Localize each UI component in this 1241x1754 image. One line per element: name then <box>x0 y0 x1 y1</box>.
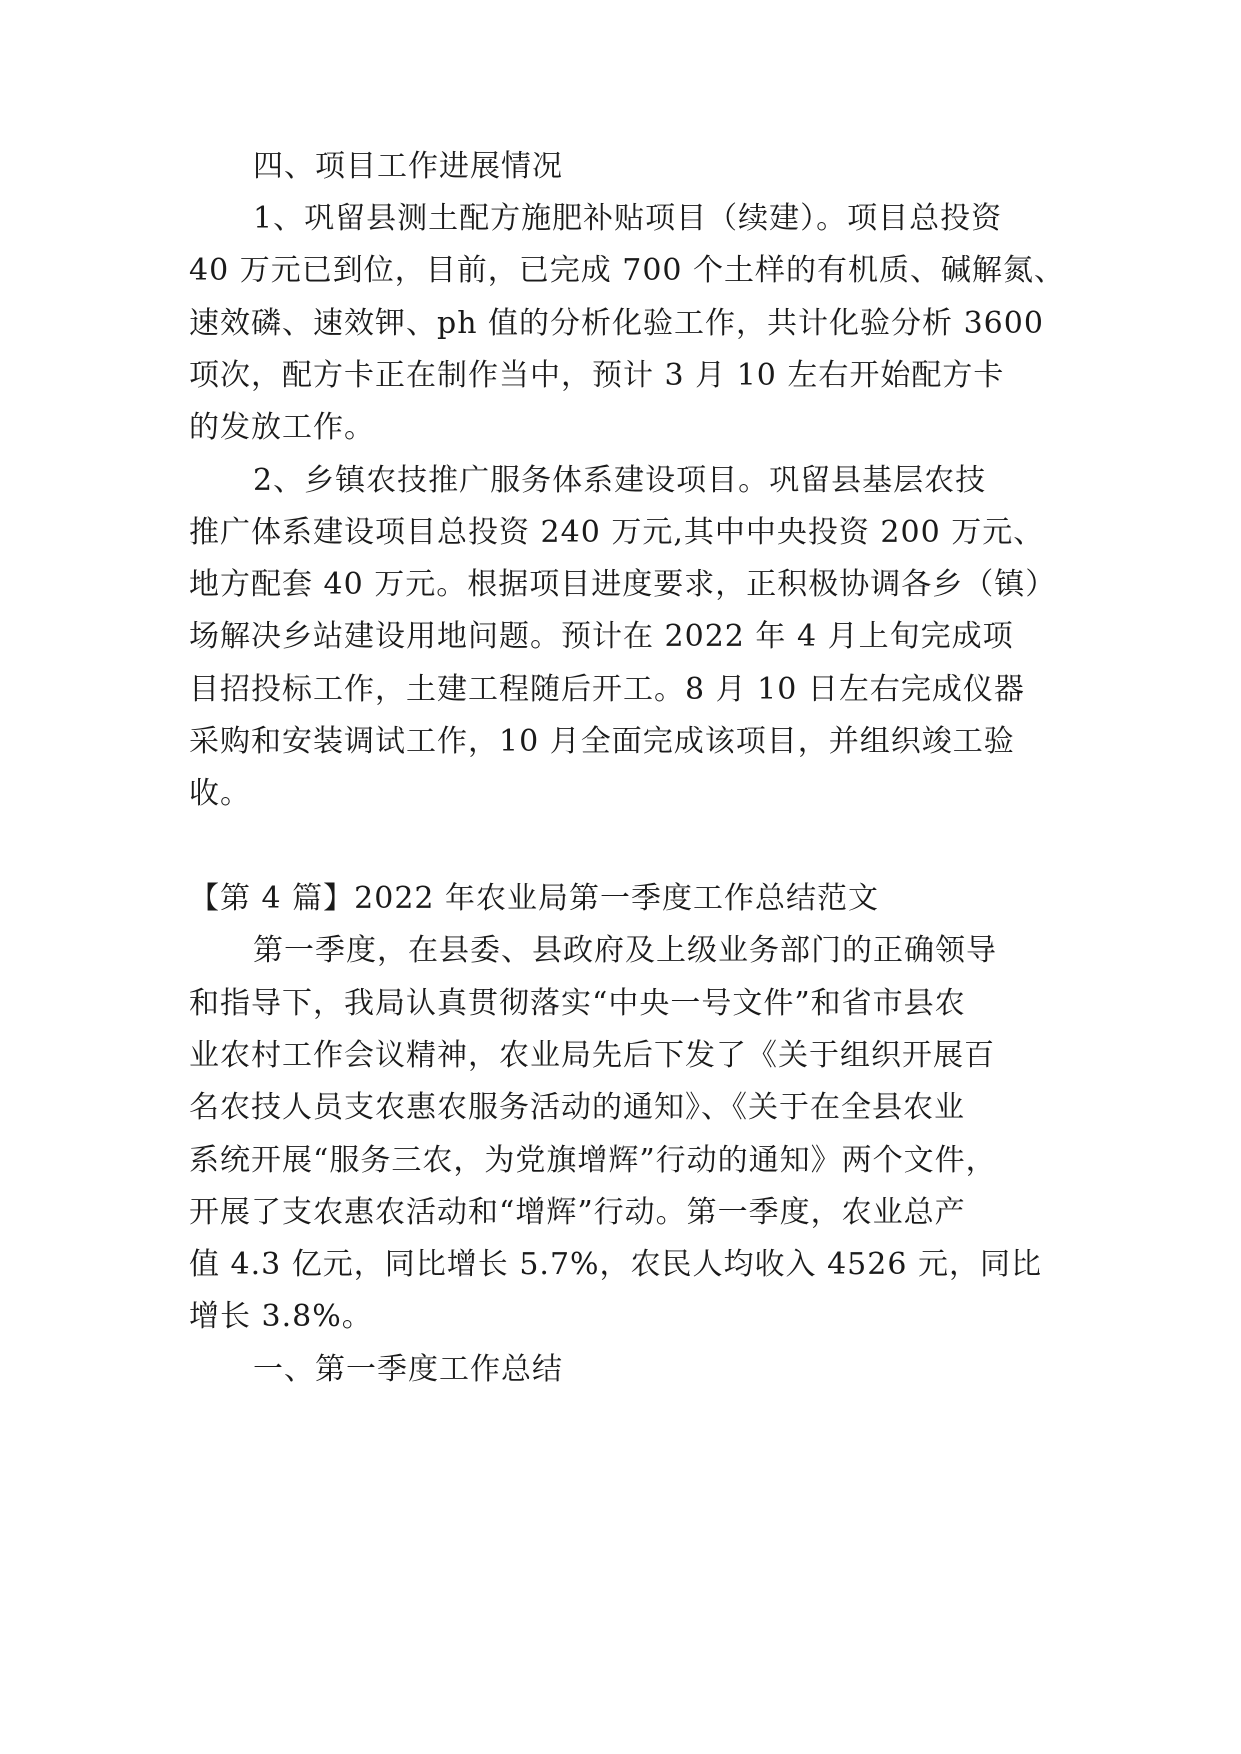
paragraph-line: 40 万元已到位，目前，已完成 700 个土样的有机质、碱解氮、 <box>189 253 1066 288</box>
paragraph-line: 增长 3.8%。 <box>189 1299 373 1334</box>
paragraph-line: 2、乡镇农技推广服务体系建设项目。巩留县基层农技 <box>253 463 987 498</box>
paragraph-line: 收。 <box>189 776 251 811</box>
paragraph-line: 开展了支农惠农活动和“增辉”行动。第一季度，农业总产 <box>189 1195 966 1230</box>
article-title: 【第 4 篇】2022 年农业局第一季度工作总结范文 <box>189 881 880 916</box>
paragraph-line: 推广体系建设项目总投资 240 万元,其中中央投资 200 万元、 <box>189 515 1045 550</box>
paragraph-line: 采购和安装调试工作，10 月全面完成该项目，并组织竣工验 <box>189 724 1015 759</box>
paragraph-line: 1、巩留县测土配方施肥补贴项目（续建）。项目总投资 <box>253 201 1003 236</box>
paragraph-line: 值 4.3 亿元，同比增长 5.7%，农民人均收入 4526 元，同比 <box>189 1247 1042 1282</box>
paragraph-line: 系统开展“服务三农，为党旗增辉”行动的通知》两个文件， <box>189 1143 997 1178</box>
paragraph-line: 项次，配方卡正在制作当中，预计 3 月 10 左右开始配方卡 <box>189 358 1005 393</box>
section-subheading: 一、第一季度工作总结 <box>253 1352 563 1387</box>
paragraph-line: 速效磷、速效钾、ph 值的分析化验工作，共计化验分析 3600 <box>189 306 1044 341</box>
section-heading: 四、项目工作进展情况 <box>253 149 563 184</box>
paragraph-line: 第一季度，在县委、县政府及上级业务部门的正确领导 <box>253 933 997 968</box>
paragraph-line: 的发放工作。 <box>189 410 375 445</box>
paragraph-line: 目招投标工作，土建工程随后开工。8 月 10 日左右完成仪器 <box>189 672 1025 707</box>
paragraph-line: 和指导下，我局认真贯彻落实“中央一号文件”和省市县农 <box>189 986 966 1021</box>
paragraph-line: 业农村工作会议精神，农业局先后下发了《关于组织开展百 <box>189 1038 995 1073</box>
paragraph-line: 场解决乡站建设用地问题。预计在 2022 年 4 月上旬完成项 <box>189 619 1014 654</box>
paragraph-line: 地方配套 40 万元。根据项目进度要求，正积极协调各乡（镇） <box>189 567 1057 602</box>
paragraph-line: 名农技人员支农惠农服务活动的通知》、《关于在全县农业 <box>189 1090 965 1125</box>
